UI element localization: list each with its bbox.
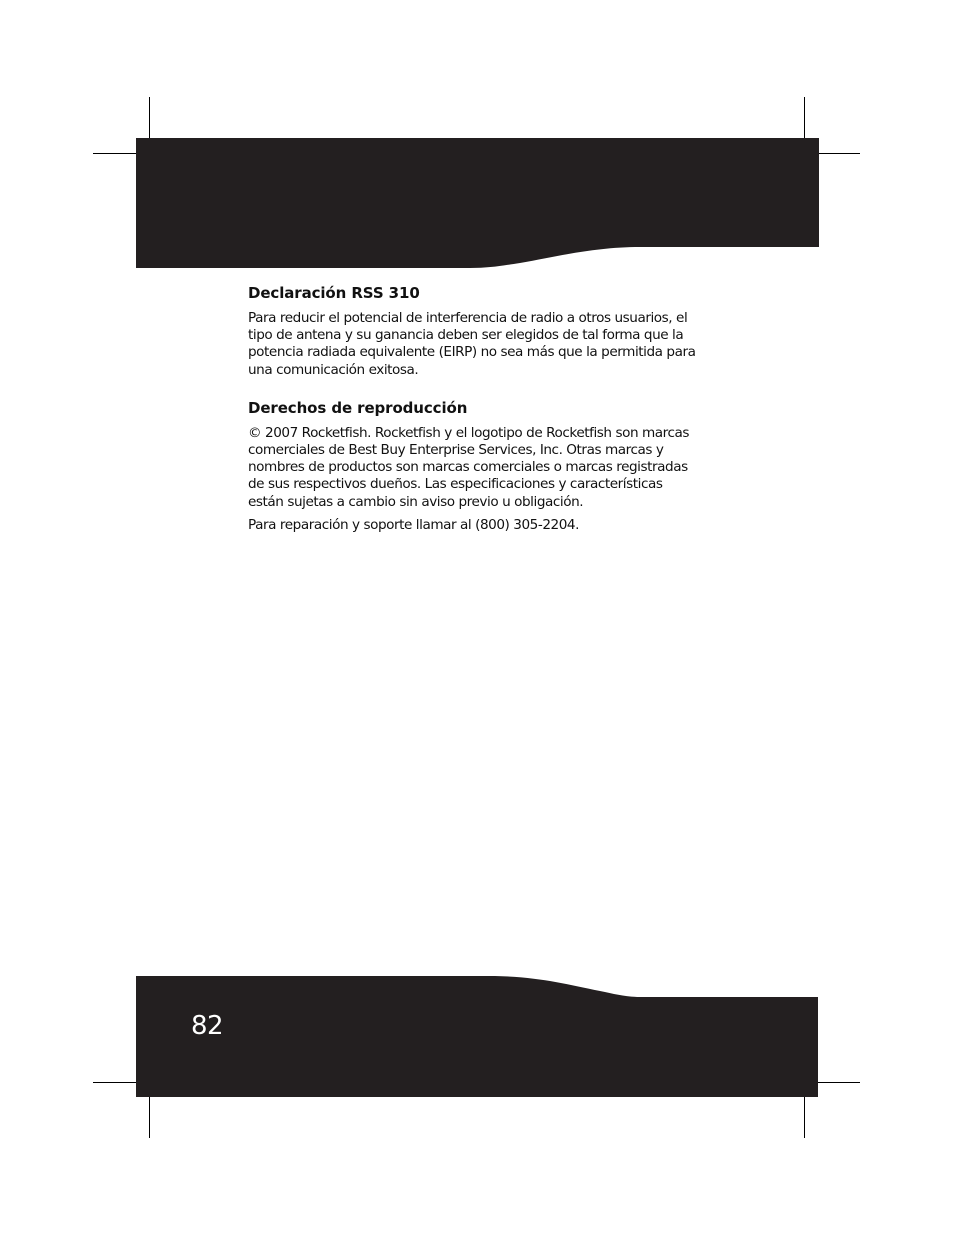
text-line: nombres de productos son marcas comerciales o marcas registradas <box>248 459 688 476</box>
text-line: © 2007 Rocketfish. Rocketfish y el logotipo de Rocketfish son marcas <box>248 424 690 441</box>
section-paragraph <box>248 310 748 379</box>
text-line: potencia radiada equivalente (EIRP) no sea más que la permitida para <box>248 344 696 361</box>
section-heading-rss: Declaración RSS 310 <box>248 284 420 302</box>
text-line: están sujetas a cambio sin aviso previo u obligación. <box>248 493 584 510</box>
text-line: Para reducir el potencial de interferencia de radio a otros usuarios, el <box>248 310 688 326</box>
text-line: tipo de antena y su ganancia deben ser elegidos de tal forma que la <box>248 327 684 344</box>
text-line: de sus respectivos dueños. Las especificaciones y características <box>248 476 663 493</box>
text-line: comerciales de Best Buy Enterprise Services, Inc. Otras marcas y <box>248 442 664 459</box>
main-content <box>248 283 748 534</box>
text-line: una comunicación exitosa. <box>248 361 419 378</box>
support-phone-line: Para reparación y soporte llamar al (800) 305-2204. <box>248 516 579 533</box>
section-paragraph <box>248 425 748 511</box>
section-heading-copyright: Derechos de reproducción <box>248 398 468 417</box>
page-number: 82 <box>191 1011 224 1041</box>
support-paragraph <box>248 517 748 534</box>
spacer <box>248 379 748 398</box>
